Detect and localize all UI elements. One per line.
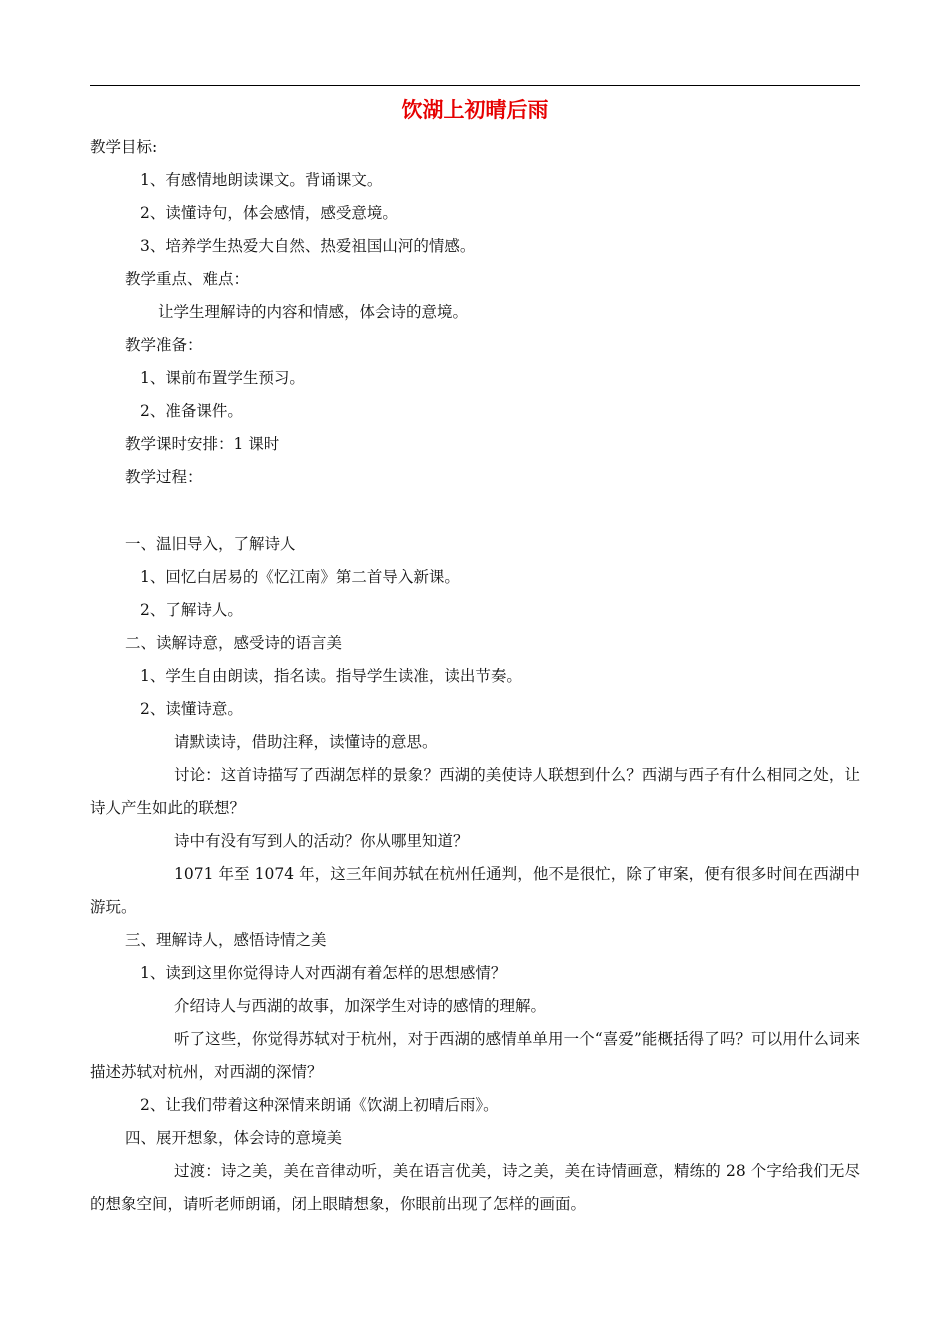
paragraph: 1071 年至 1074 年，这三年间苏轼在杭州任通判，他不是很忙，除了审案，便有很多时间在西湖中游玩。 xyxy=(90,865,860,916)
goal-item: 2、读懂诗句，体会感情，感受意境。 xyxy=(140,204,398,222)
paragraph-block xyxy=(90,1023,860,1089)
paragraph-block xyxy=(90,858,860,924)
section-heading: 三、理解诗人，感悟诗情之美 xyxy=(125,931,327,949)
list-item: 2、了解诗人。 xyxy=(140,601,243,619)
section-heading: 一、温旧导入，了解诗人 xyxy=(125,535,296,553)
paragraph: 过渡：诗之美，美在音律动听，美在语言优美，诗之美，美在诗情画意，精练的 28 个字给我们无尽的想象空间，请听老师朗诵，闭上眼睛想象，你眼前出现了怎样的画面。 xyxy=(90,1162,860,1213)
list-item: 1、读到这里你觉得诗人对西湖有着怎样的思想感情？ xyxy=(140,964,507,982)
paragraph-block xyxy=(90,759,860,825)
list-item: 2、让我们带着这种深情来朗诵《饮湖上初晴后雨》。 xyxy=(140,1096,499,1114)
list-item: 1、学生自由朗读，指名读。指导学生读准，读出节奏。 xyxy=(140,667,522,685)
paragraph: 讨论：这首诗描写了西湖怎样的景象？西湖的美使诗人联想到什么？西湖与西子有什么相同之处，让诗人产生如此的联想？ xyxy=(90,766,860,817)
process-heading: 教学过程： xyxy=(125,468,203,486)
keypoints-heading: 教学重点、难点： xyxy=(125,270,250,288)
section-heading: 四、展开想象，体会诗的意境美 xyxy=(125,1129,343,1147)
paragraph: 诗中有没有写到人的活动？你从哪里知道？ xyxy=(174,832,469,850)
goals-heading: 教学目标: xyxy=(90,138,158,156)
prep-item: 2、准备课件。 xyxy=(140,402,243,420)
prep-heading: 教学准备： xyxy=(125,336,203,354)
paragraph-block xyxy=(90,1155,860,1221)
prep-item: 1、课前布置学生预习。 xyxy=(140,369,305,387)
schedule-line: 教学课时安排：1 课时 xyxy=(125,435,280,453)
document-title: 饮湖上初晴后雨 xyxy=(401,98,549,122)
goal-item: 1、有感情地朗读课文。背诵课文。 xyxy=(140,171,383,189)
list-item: 2、读懂诗意。 xyxy=(140,700,243,718)
goal-item: 3、培养学生热爱大自然、热爱祖国山河的情感。 xyxy=(140,237,476,255)
paragraph: 听了这些，你觉得苏轼对于杭州，对于西湖的感情单单用一个“喜爱”能概括得了吗？可以用什么词来描述苏轼对杭州，对西湖的深情？ xyxy=(90,1030,860,1081)
section-heading: 二、读解诗意，感受诗的语言美 xyxy=(125,634,343,652)
paragraph: 请默读诗，借助注释，读懂诗的意思。 xyxy=(174,733,438,751)
header-rule xyxy=(90,85,860,86)
keypoints-text: 让学生理解诗的内容和情感，体会诗的意境。 xyxy=(158,303,469,321)
paragraph: 介绍诗人与西湖的故事，加深学生对诗的感情的理解。 xyxy=(174,997,547,1015)
list-item: 1、回忆白居易的《忆江南》第二首导入新课。 xyxy=(140,568,460,586)
